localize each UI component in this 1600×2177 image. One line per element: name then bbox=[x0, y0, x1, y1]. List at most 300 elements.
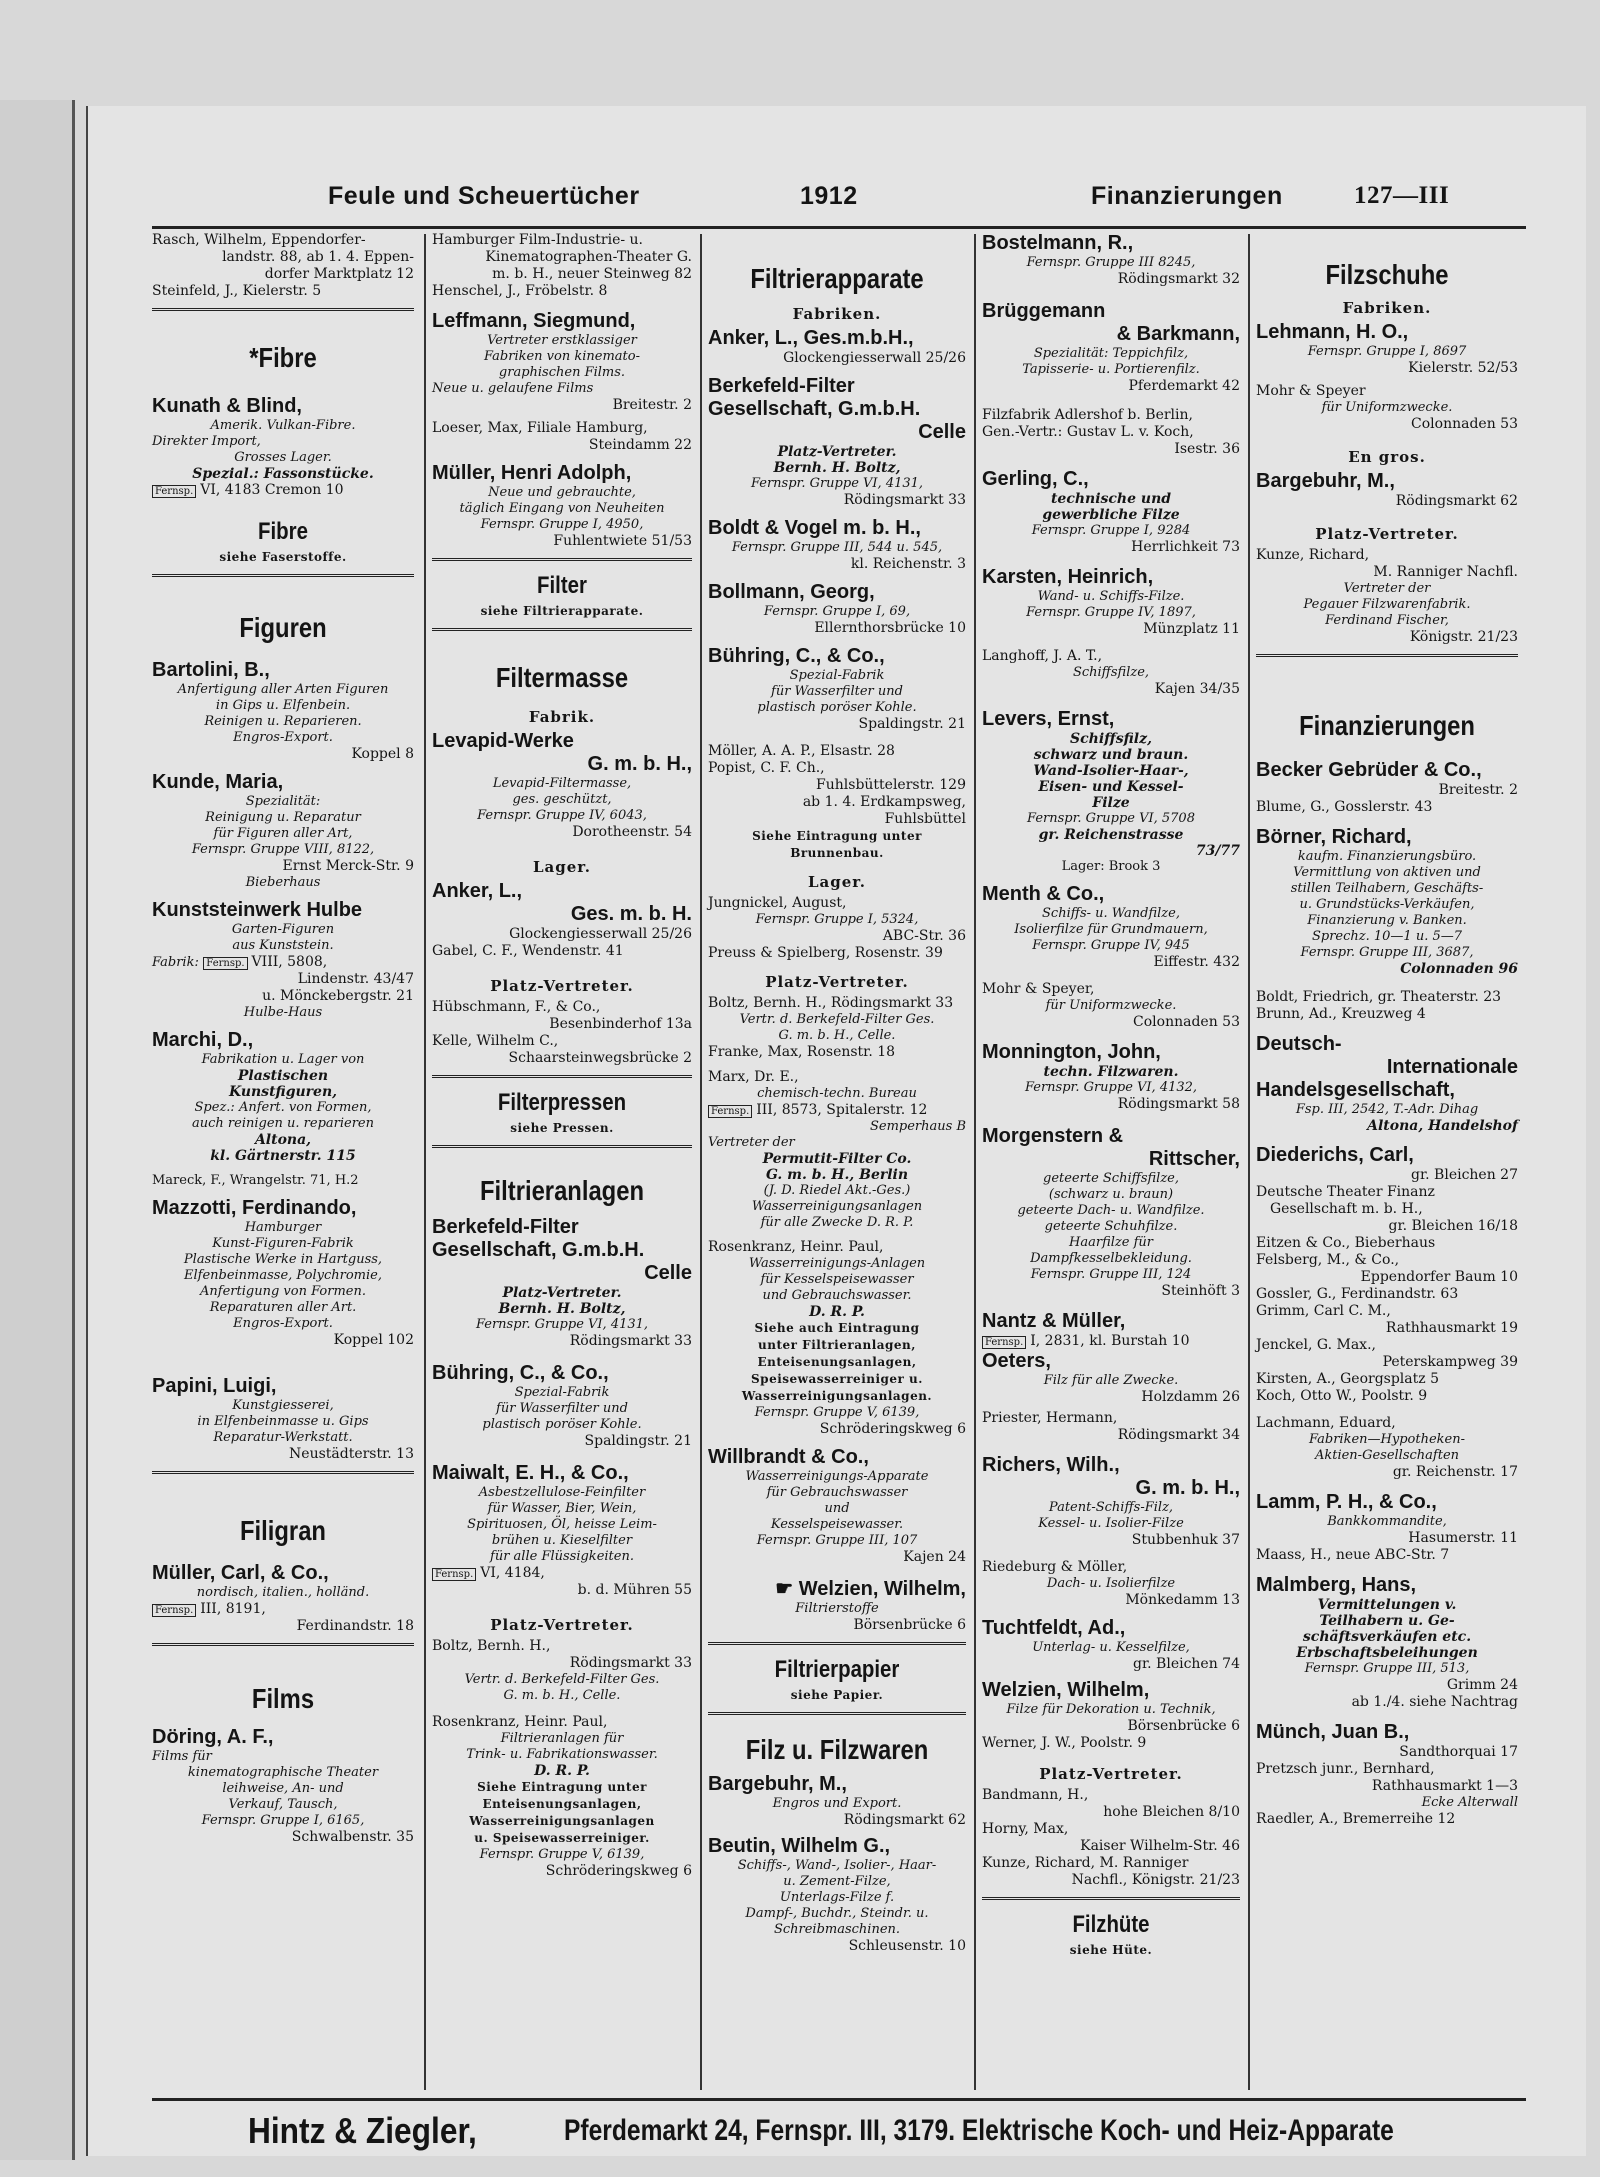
entry-description: Engros und Export. bbox=[772, 1796, 902, 1811]
directory-entry bbox=[982, 1559, 1240, 1609]
directory-entry bbox=[432, 462, 692, 550]
entry-description: Direkter Import, bbox=[152, 434, 261, 449]
entry-address: Fuhlentwiete 51/53 bbox=[553, 533, 692, 549]
entry-address: Glockengiesserwall 25/26 bbox=[783, 350, 966, 366]
entry-specialty: kl. Gärtnerstr. 115 bbox=[210, 1148, 356, 1164]
entry-text: III, 8191, bbox=[200, 1601, 266, 1617]
entry-specialty: Altona, Handelshof bbox=[1367, 1118, 1518, 1134]
entry-text: Grimm, Carl C. M., bbox=[1256, 1303, 1391, 1319]
entry-address: Kielerstr. 52/53 bbox=[1408, 360, 1518, 376]
entry-address: Lager: Brook 3 bbox=[1061, 859, 1161, 874]
directory-entry bbox=[708, 1239, 966, 1438]
entry-name: Bostelmann, R., bbox=[982, 232, 1134, 254]
phone-symbol: Fernsp. bbox=[432, 1568, 476, 1581]
entry-description: Fabrikation u. Lager von bbox=[201, 1052, 365, 1067]
page-header bbox=[88, 182, 1586, 222]
entry-text: Loeser, Max, Filiale Hamburg, bbox=[432, 420, 648, 436]
entry-specialty: Permutit-Filter Co. bbox=[762, 1151, 912, 1167]
entry-description: und Gebrauchswasser. bbox=[762, 1288, 912, 1303]
cross-reference: siehe Papier. bbox=[790, 1688, 884, 1702]
entry-text: Kunze, Richard, M. Ranniger bbox=[982, 1855, 1189, 1871]
entry-name: Celle bbox=[644, 1262, 692, 1284]
directory-entry bbox=[708, 1773, 966, 1829]
entry-description: für alle Flüssigkeiten. bbox=[490, 1549, 634, 1564]
entry-text: Maass, H., neue ABC-Str. 7 bbox=[1256, 1547, 1450, 1563]
entry-name: Müller, Carl, & Co., bbox=[152, 1562, 329, 1584]
entry-name: Marchi, D., bbox=[152, 1029, 254, 1051]
entry-specialty: Colonnaden 96 bbox=[1400, 961, 1518, 977]
entry-name: Münch, Juan B., bbox=[1256, 1721, 1410, 1743]
section-rule bbox=[708, 1712, 966, 1715]
section-rule bbox=[982, 1897, 1240, 1900]
entry-address: b. d. Mühren 55 bbox=[577, 1582, 692, 1598]
directory-entry bbox=[1256, 321, 1518, 377]
entry-description: geteerte Schiffsfilze, bbox=[1043, 1171, 1179, 1186]
entry-description: Schiffs-, Wand-, Isolier-, Haar- bbox=[737, 1858, 937, 1873]
directory-entry bbox=[982, 1350, 1240, 1406]
entry-group bbox=[152, 232, 414, 300]
cross-reference: Speisewasserreiniger u. bbox=[751, 1372, 923, 1386]
entry-description: Fsp. III, 2542, T.-Adr. Dihag bbox=[1295, 1102, 1479, 1117]
entry-address: Rathhausmarkt 19 bbox=[1385, 1320, 1518, 1336]
page-number: 127—III bbox=[1354, 182, 1450, 209]
entry-text: Priester, Hermann, bbox=[982, 1410, 1118, 1426]
entry-description: G. m. b. H., Celle. bbox=[503, 1688, 621, 1703]
entry-name: Anker, L., bbox=[432, 880, 523, 902]
entry-name: Anker, L., Ges.m.b.H., bbox=[708, 327, 914, 349]
entry-text: Mohr & Speyer bbox=[1256, 383, 1366, 399]
entry-specialty: Erbschaftsbeleihungen bbox=[1296, 1645, 1478, 1661]
directory-entry bbox=[982, 232, 1240, 288]
entry-description: Dach- u. Isolierfilze bbox=[1046, 1576, 1176, 1591]
entry-description: graphischen Films. bbox=[498, 365, 626, 380]
subheading: Platz-Vertreter. bbox=[1039, 1765, 1183, 1783]
entry-address: Königstr. 21/23 bbox=[1409, 629, 1518, 645]
cross-reference: Siehe Eintragung unter bbox=[477, 1780, 647, 1794]
entry-address: gr. Bleichen 27 bbox=[1411, 1167, 1518, 1183]
directory-entry bbox=[982, 1410, 1240, 1444]
section-heading: Filter bbox=[537, 572, 587, 599]
entry-description: Vermittlung von aktiven und bbox=[1293, 865, 1481, 880]
directory-entry bbox=[982, 981, 1240, 1031]
entry-text: Gabel, C. F., Wendenstr. 41 bbox=[432, 943, 624, 959]
directory-entry bbox=[982, 1617, 1240, 1673]
entry-description: u. Zement-Filze, bbox=[783, 1874, 891, 1889]
entry-name: Müller, Henri Adolph, bbox=[432, 462, 632, 484]
entry-text: Marx, Dr. E., bbox=[708, 1069, 799, 1085]
entry-name: Bargebuhr, M., bbox=[1256, 470, 1395, 492]
section-rule bbox=[432, 1145, 692, 1148]
entry-text: Kunze, Richard, bbox=[1256, 547, 1370, 563]
section-rule bbox=[152, 1643, 414, 1646]
entry-description: aus Kunststein. bbox=[232, 938, 334, 953]
entry-text: Boldt, Friedrich, gr. Theaterstr. 23 bbox=[1256, 989, 1502, 1005]
directory-entry bbox=[152, 899, 414, 1021]
entry-description: Fernspr. Gruppe I, 69, bbox=[763, 604, 911, 619]
entry-description: für Uniformzwecke. bbox=[1045, 998, 1177, 1013]
entry-name: Bollmann, Georg, bbox=[708, 581, 875, 603]
entry-address: Kajen 24 bbox=[903, 1549, 966, 1565]
entry-description: geteerte Dach- u. Wandfilze. bbox=[1017, 1203, 1205, 1218]
subheading: Fabriken. bbox=[1342, 299, 1432, 317]
cross-reference: Brunnenbau. bbox=[790, 846, 884, 860]
directory-entry bbox=[708, 743, 966, 862]
entry-name: G. m. b. H., bbox=[1135, 1477, 1240, 1499]
entry-description: kinematographische Theater bbox=[187, 1765, 379, 1780]
directory-entry bbox=[152, 1562, 414, 1635]
entry-group bbox=[432, 232, 692, 300]
section-heading: Filzschuhe bbox=[1325, 259, 1449, 290]
entry-description: Kesselspeisewasser. bbox=[770, 1517, 904, 1532]
entry-description: Fernspr. Gruppe I, 6165, bbox=[201, 1813, 365, 1828]
phone-symbol: Fernsp. bbox=[708, 1105, 752, 1118]
header-left: Feule und Scheuertücher bbox=[328, 182, 640, 210]
section-rule bbox=[1256, 654, 1518, 657]
entry-description: Anfertigung von Formen. bbox=[200, 1284, 366, 1299]
entry-address: Fuhlsbüttelerstr. 129 bbox=[816, 777, 966, 793]
entry-description: für Uniformzwecke. bbox=[1321, 400, 1453, 415]
entry-description: Fabrik: bbox=[152, 955, 199, 970]
entry-address: Schaarsteinwegsbrücke 2 bbox=[508, 1050, 692, 1066]
entry-specialty: Platz-Vertreter. bbox=[502, 1285, 622, 1301]
section-heading: Filz u. Filzwaren bbox=[745, 1734, 929, 1765]
subheading: Fabrik. bbox=[528, 708, 596, 726]
entry-name: Maiwalt, E. H., & Co., bbox=[432, 1462, 629, 1484]
entry-description: Wasserreinigungs-Apparate bbox=[745, 1469, 929, 1484]
directory-entry bbox=[708, 1069, 966, 1231]
directory-entry bbox=[432, 310, 692, 414]
entry-address: Kajen 34/35 bbox=[1154, 681, 1240, 697]
entry-text: Bandmann, H., bbox=[982, 1787, 1089, 1803]
entry-address: Grimm 24 bbox=[1446, 1677, 1518, 1693]
entry-text: Werner, J. W., Poolstr. 9 bbox=[982, 1735, 1147, 1751]
entry-address: Börsenbrücke 6 bbox=[853, 1617, 966, 1633]
section-rule bbox=[708, 1642, 966, 1645]
entry-address: Peterskampweg 39 bbox=[1382, 1354, 1518, 1370]
directory-entry bbox=[708, 995, 966, 1061]
section-heading: Fibre bbox=[258, 518, 308, 545]
entry-description: (schwarz u. braun) bbox=[1048, 1187, 1174, 1202]
entry-specialty: Wand-Isolier-Haar-, bbox=[1033, 763, 1189, 779]
entry-name: Kunststeinwerk Hulbe bbox=[152, 899, 363, 921]
entry-description: Plastische Werke in Hartguss, bbox=[183, 1252, 383, 1267]
entry-description: Sprechz. 10—1 u. 5—7 bbox=[1311, 929, 1463, 944]
entry-description: Garten-Figuren bbox=[231, 922, 335, 937]
entry-address: Glockengiesserwall 25/26 bbox=[509, 926, 692, 942]
entry-description: Wasserreinigungs-Anlagen bbox=[748, 1256, 926, 1271]
entry-address: Steinhöft 3 bbox=[1161, 1283, 1240, 1299]
entry-address: Fuhlsbüttel bbox=[884, 811, 966, 827]
entry-address: Isestr. 36 bbox=[1174, 441, 1240, 457]
directory-entry bbox=[432, 1638, 692, 1704]
entry-specialty: gewerbliche Filze bbox=[1042, 507, 1180, 523]
subheading: Platz-Vertreter. bbox=[490, 1616, 634, 1634]
entry-description: Kunst-Figuren-Fabrik bbox=[212, 1236, 354, 1251]
entry-address: Dorotheenstr. 54 bbox=[572, 824, 692, 840]
directory-entry bbox=[982, 648, 1240, 698]
entry-description: Vertreter erstklassiger bbox=[487, 333, 637, 348]
entry-text: Boltz, Bernh. H., Rödingsmarkt 33 bbox=[708, 995, 954, 1011]
entry-text: Jungnickel, August, bbox=[708, 895, 847, 911]
entry-description: Unterlag- u. Kesselfilze, bbox=[1032, 1640, 1190, 1655]
entry-specialty: Plastischen bbox=[237, 1068, 329, 1084]
entry-name: & Barkmann, bbox=[1116, 323, 1240, 345]
entry-description: Spirituosen, Öl, heisse Leim- bbox=[467, 1517, 657, 1532]
entry-text: Popist, C. F. Ch., bbox=[708, 760, 825, 776]
entry-description: Elfenbeinmasse, Polychromie, bbox=[183, 1268, 382, 1283]
entry-address: Kaiser Wilhelm-Str. 46 bbox=[1080, 1838, 1240, 1854]
entry-text: Eitzen & Co., Bieberhaus bbox=[1256, 1235, 1436, 1251]
column-4 bbox=[982, 232, 1240, 1959]
entry-name: Bargebuhr, M., bbox=[708, 1773, 847, 1795]
entry-specialty: schwarz und braun. bbox=[1033, 747, 1189, 763]
entry-address: Rödingsmarkt 33 bbox=[843, 492, 966, 508]
column-3 bbox=[708, 232, 966, 1955]
directory-entry bbox=[708, 895, 966, 962]
entry-description: für Wasser, Bier, Wein, bbox=[487, 1501, 637, 1516]
entry-name: Gesellschaft, G.m.b.H. bbox=[708, 398, 921, 420]
entry-description: Hamburger bbox=[244, 1220, 322, 1235]
entry-address: Ernst Merck-Str. 9 bbox=[282, 858, 414, 874]
entry-name: Lamm, P. H., & Co., bbox=[1256, 1491, 1437, 1513]
entry-description: Fernspr. Gruppe I, 8697 bbox=[1307, 344, 1467, 359]
entry-address: Mönkedamm 13 bbox=[1125, 1592, 1240, 1608]
entry-specialty: Eisen- und Kessel- bbox=[1038, 779, 1184, 795]
phone-symbol: Fernsp. bbox=[203, 957, 247, 970]
cross-reference: u. Speisewasserreiniger. bbox=[474, 1831, 650, 1845]
entry-text: Riedeburg & Möller, bbox=[982, 1559, 1128, 1575]
entry-description: Vertr. d. Berkefeld-Filter Ges. bbox=[464, 1672, 660, 1687]
entry-text: landstr. 88, ab 1. 4. Eppen- bbox=[222, 249, 414, 265]
cross-reference: Siehe Eintragung unter bbox=[752, 829, 922, 843]
directory-entry bbox=[432, 1362, 692, 1450]
entry-address: Ellernthorsbrücke 10 bbox=[814, 620, 966, 636]
page-footer-advertisement bbox=[88, 2106, 1586, 2156]
entry-text: Blume, G., Gosslerstr. 43 bbox=[1256, 799, 1433, 815]
directory-entry bbox=[708, 1446, 966, 1566]
entry-text: Rosenkranz, Heinr. Paul, bbox=[708, 1239, 884, 1255]
entry-specialty: Bernh. H. Boltz, bbox=[773, 460, 901, 476]
directory-entry bbox=[152, 395, 414, 499]
entry-text: Preuss & Spielberg, Rosenstr. 39 bbox=[708, 945, 943, 961]
entry-address: Colonnaden 53 bbox=[1133, 1014, 1240, 1030]
entry-specialty: Schiffsfilz, bbox=[1070, 731, 1152, 747]
directory-entry bbox=[708, 1835, 966, 1955]
entry-description: Kessel- u. Isolier-Filze bbox=[1038, 1516, 1184, 1531]
section-heading: Filtermasse bbox=[495, 662, 629, 693]
directory-entry bbox=[982, 1787, 1240, 1889]
directory-entry bbox=[432, 999, 692, 1067]
entry-name: Kunath & Blind, bbox=[152, 395, 302, 417]
entry-text: Henschel, J., Fröbelstr. 8 bbox=[432, 283, 608, 299]
entry-description: Spezial-Fabrik bbox=[514, 1385, 610, 1400]
directory-entry bbox=[1256, 1033, 1518, 1134]
entry-description: Filtrieranlagen für bbox=[500, 1731, 624, 1746]
entry-name: Oeters, bbox=[982, 1350, 1051, 1372]
entry-text: Langhoff, J. A. T., bbox=[982, 648, 1103, 664]
entry-description: Fernspr. Gruppe IV, 1897, bbox=[1026, 605, 1196, 620]
entry-address: hohe Bleichen 8/10 bbox=[1103, 1804, 1240, 1820]
section-heading: Figuren bbox=[239, 612, 327, 643]
entry-address: gr. Bleichen 74 bbox=[1133, 1656, 1240, 1672]
entry-description: Fernspr. Gruppe I, 5324, bbox=[755, 912, 919, 927]
entry-specialty: Spezial.: Fassonstücke. bbox=[192, 466, 374, 482]
entry-name: Bühring, C., & Co., bbox=[708, 645, 885, 667]
entry-description: Vertr. d. Berkefeld-Filter Ges. bbox=[739, 1012, 935, 1027]
column-divider bbox=[974, 234, 976, 2090]
cross-reference: Enteisenungsanlagen, bbox=[757, 1355, 917, 1369]
footer-company: Hintz & Ziegler, bbox=[248, 2110, 477, 2151]
entry-text: Hamburger Film-Industrie- u. bbox=[432, 232, 644, 248]
entry-description: für Wasserfilter und bbox=[496, 1401, 628, 1416]
entry-address: Rathhausmarkt 1—3 bbox=[1371, 1778, 1518, 1794]
cross-reference: siehe Filtrierapparate. bbox=[480, 604, 644, 618]
entry-name: Rittscher, bbox=[1148, 1148, 1240, 1170]
directory-entry bbox=[1256, 1415, 1518, 1481]
entry-description: Wand- u. Schiffs-Filze. bbox=[1037, 589, 1185, 604]
entry-description: Fernspr. Gruppe V, 6139, bbox=[479, 1847, 645, 1862]
entry-description: für alle Zwecke D. R. P. bbox=[760, 1215, 914, 1230]
entry-description: Semperhaus B bbox=[869, 1119, 966, 1134]
entry-description: Reinigen u. Reparieren. bbox=[204, 714, 362, 729]
entry-description: Fernspr. Gruppe VIII, 8122, bbox=[191, 842, 375, 857]
entry-specialty: techn. Filzwaren. bbox=[1043, 1064, 1179, 1080]
entry-name: G. m. b. H., bbox=[587, 753, 692, 775]
entry-name: Bühring, C., & Co., bbox=[432, 1362, 609, 1384]
directory-entry bbox=[708, 645, 966, 733]
entry-address: Ferdinandstr. 18 bbox=[296, 1618, 414, 1634]
directory-entry bbox=[152, 1375, 414, 1463]
entry-address: Schleusenstr. 10 bbox=[848, 1938, 966, 1954]
entry-description: in Elfenbeinmasse u. Gips bbox=[197, 1414, 369, 1429]
entry-address: Neustädterstr. 13 bbox=[289, 1446, 414, 1462]
entry-text: Steinfeld, J., Kielerstr. 5 bbox=[152, 283, 322, 299]
entry-description: Wasserreinigungsanlagen bbox=[751, 1199, 923, 1214]
entry-description: Fernspr. Gruppe V, 6139, bbox=[754, 1405, 920, 1420]
entry-description: Kunstgiesserei, bbox=[232, 1398, 334, 1413]
entry-text: Boltz, Bernh. H., bbox=[432, 1638, 551, 1654]
entry-specialty: Teilhabern u. Ge- bbox=[1319, 1613, 1455, 1629]
entry-name: Becker Gebrüder & Co., bbox=[1256, 759, 1482, 781]
entry-name: Tuchtfeldt, Ad., bbox=[982, 1617, 1126, 1639]
entry-name: Döring, A. F., bbox=[152, 1726, 274, 1748]
entry-text: Filzfabrik Adlershof b. Berlin, bbox=[982, 407, 1193, 423]
section-rule bbox=[432, 558, 692, 561]
entry-address: kl. Reichenstr. 3 bbox=[850, 556, 966, 572]
entry-address: Besenbinderhof 13a bbox=[549, 1016, 692, 1032]
entry-text: Kirsten, A., Georgsplatz 5 bbox=[1256, 1371, 1439, 1387]
directory-entry bbox=[982, 300, 1240, 395]
entry-description: Filze für Dekoration u. Technik, bbox=[1006, 1702, 1216, 1717]
subheading: Platz-Vertreter. bbox=[490, 977, 634, 995]
cross-reference: siehe Hüte. bbox=[1069, 1943, 1153, 1957]
entry-description: Vertreter der bbox=[708, 1135, 795, 1150]
entry-description: Anfertigung aller Arten Figuren bbox=[177, 682, 389, 697]
entry-address: Herrlichkeit 73 bbox=[1131, 539, 1240, 555]
column-2 bbox=[432, 232, 692, 1880]
entry-description: Schreibmaschinen. bbox=[773, 1922, 901, 1937]
entry-address: Colonnaden 53 bbox=[1411, 416, 1518, 432]
entry-address: Rödingsmarkt 34 bbox=[1117, 1427, 1240, 1443]
entry-description: Fabriken—Hypotheken- bbox=[1309, 1432, 1465, 1447]
entry-name: Gerling, C., bbox=[982, 468, 1089, 490]
entry-name: Menth & Co., bbox=[982, 883, 1105, 905]
cross-reference: siehe Faserstoffe. bbox=[219, 550, 347, 564]
entry-description: Fabriken von kinemato- bbox=[484, 349, 640, 364]
directory-entry bbox=[982, 1454, 1240, 1549]
directory-entry bbox=[708, 581, 966, 637]
entry-text: Hübschmann, F., & Co., bbox=[432, 999, 601, 1015]
entry-text: Kelle, Wilhelm C., bbox=[432, 1033, 559, 1049]
entry-name: Morgenstern & bbox=[982, 1125, 1124, 1147]
entry-name: Levers, Ernst, bbox=[982, 708, 1115, 730]
entry-specialty: gr. Reichenstrasse bbox=[1038, 827, 1184, 843]
entry-description: Dampfkesselbekleidung. bbox=[1030, 1251, 1192, 1266]
entry-text: Kinematographen-Theater G. bbox=[485, 249, 692, 265]
directory-entry bbox=[1256, 759, 1518, 816]
section-heading: Filtrierpapier bbox=[774, 1656, 900, 1683]
entry-text: Brunn, Ad., Kreuzweg 4 bbox=[1256, 1006, 1426, 1022]
entry-specialty: 73/77 bbox=[1195, 843, 1240, 859]
entry-text: Gossler, G., Ferdinandstr. 63 bbox=[1256, 1286, 1459, 1302]
entry-name: Deutsch- bbox=[1256, 1033, 1342, 1055]
entry-description: Fernspr. Gruppe III 8245, bbox=[1026, 255, 1196, 270]
entry-description: täglich Eingang von Neuheiten bbox=[459, 501, 665, 516]
entry-name: Welzien, Wilhelm, bbox=[798, 1578, 966, 1600]
entry-description: u. Grundstücks-Verkäufen, bbox=[1299, 897, 1475, 912]
entry-description: Fernspr. Gruppe I, 4950, bbox=[480, 517, 644, 532]
entry-text: I, 2831, kl. Burstah 10 bbox=[1030, 1333, 1190, 1349]
entry-description: Reparatur-Werkstatt. bbox=[213, 1430, 353, 1445]
entry-name: Ges. m. b. H. bbox=[570, 903, 692, 925]
entry-description: für Kesselspeisewasser bbox=[760, 1272, 914, 1287]
entry-description: chemisch-techn. Bureau bbox=[757, 1086, 917, 1101]
directory-entry bbox=[982, 566, 1240, 638]
entry-text: m. b. H., neuer Steinweg 82 bbox=[492, 266, 692, 282]
entry-address: Pferdemarkt 42 bbox=[1128, 378, 1240, 394]
entry-description: und bbox=[824, 1501, 850, 1516]
entry-text: Gen.-Vertr.: Gustav L. v. Koch, bbox=[982, 424, 1194, 440]
entry-specialty: D. R. P. bbox=[534, 1763, 590, 1779]
entry-description: Filz für alle Zwecke. bbox=[1043, 1373, 1179, 1388]
phone-symbol: Fernsp. bbox=[982, 1336, 1026, 1349]
section-heading: Filtrieranlagen bbox=[480, 1175, 644, 1206]
entry-address: gr. Bleichen 16/18 bbox=[1388, 1218, 1518, 1234]
entry-description: Amerik. Vulkan-Fibre. bbox=[210, 418, 356, 433]
subheading: En gros. bbox=[1348, 448, 1426, 466]
directory-entry bbox=[982, 1310, 1240, 1350]
subheading: Platz-Vertreter. bbox=[765, 973, 909, 991]
entry-address: M. Ranniger Nachfl. bbox=[1373, 564, 1518, 580]
entry-description: Spezialität: bbox=[245, 794, 321, 809]
directory-entry bbox=[1256, 826, 1518, 977]
entry-name: Levapid-Werke bbox=[432, 730, 574, 752]
entry-description: Verkauf, Tausch, bbox=[228, 1797, 338, 1812]
entry-description: Unterlags-Filze f. bbox=[779, 1890, 895, 1905]
entry-name: Celle bbox=[918, 421, 966, 443]
section-heading: *Fibre bbox=[249, 342, 317, 373]
entry-name: Beutin, Wilhelm G., bbox=[708, 1835, 891, 1857]
entry-description: Neue und gebrauchte, bbox=[488, 485, 636, 500]
entry-text: dorfer Marktplatz 12 bbox=[264, 266, 414, 282]
entry-text: Horny, Max, bbox=[982, 1821, 1069, 1837]
directory-entry bbox=[1256, 1721, 1518, 1828]
section-heading: Filterpressen bbox=[497, 1089, 627, 1116]
column-5 bbox=[1256, 232, 1518, 1828]
directory-entry bbox=[1256, 470, 1518, 510]
entry-name: Kunde, Maria, bbox=[152, 771, 284, 793]
section-rule bbox=[432, 1075, 692, 1078]
